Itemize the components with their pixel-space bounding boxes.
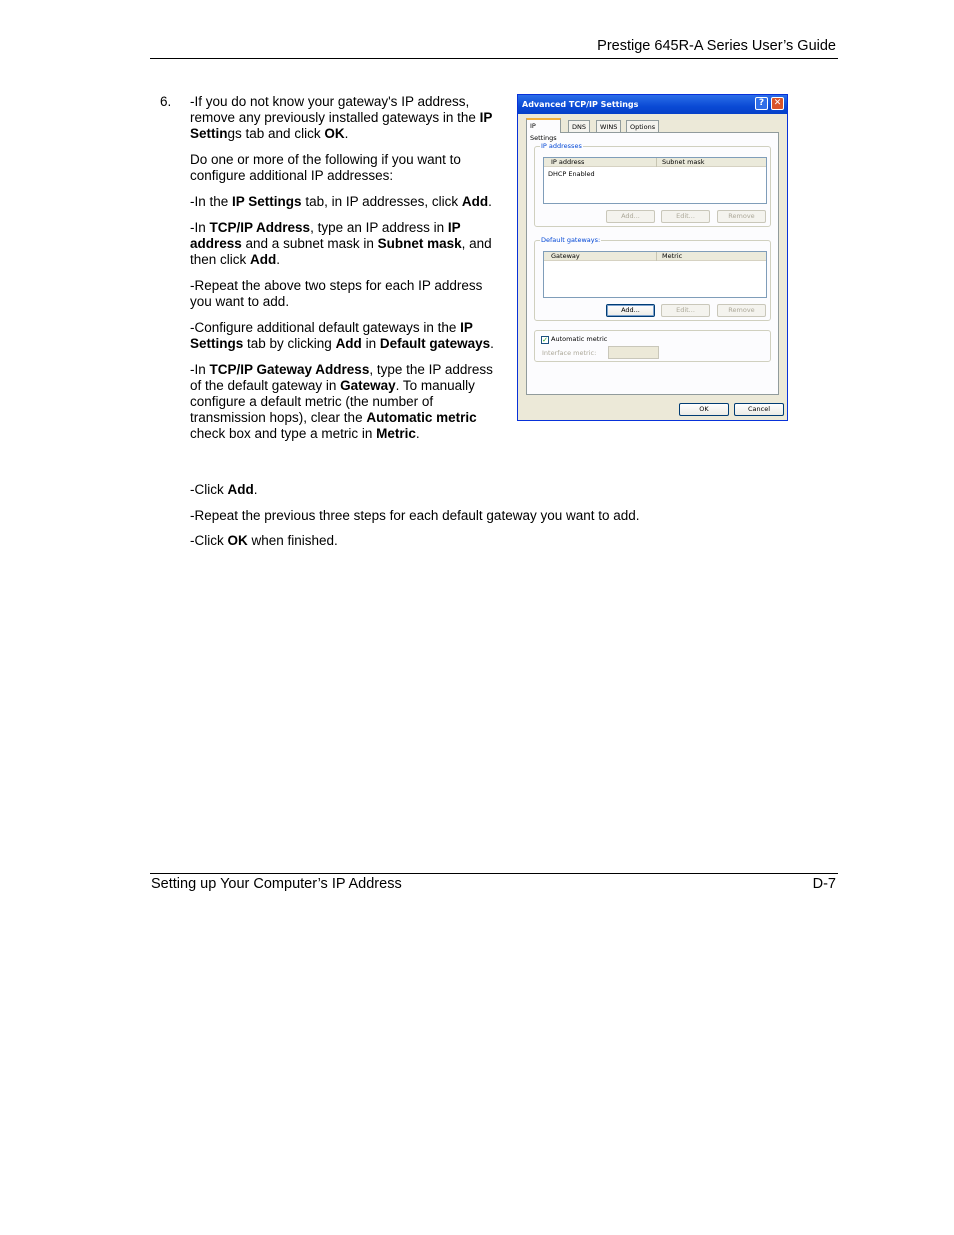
step-instructions [190,94,500,452]
ip-add-button[interactable]: Add... [606,210,655,223]
gateway-list[interactable] [543,251,767,298]
ip-remove-button[interactable]: Remove [717,210,766,223]
footer-section-title: Setting up Your Computer’s IP Address [151,876,402,892]
instruction-intro: Do one or more of the following if you want to configure additional IP addresses: [190,152,461,184]
cancel-button[interactable]: Cancel [734,403,784,416]
dialog-title-bar [518,95,787,114]
dialog-title: Advanced TCP/IP Settings [522,100,639,109]
instruction-repeat-gateways: -Repeat the previous three steps for each default gateway you want to add. [190,508,640,523]
gateway-remove-button[interactable]: Remove [717,304,766,317]
interface-metric-label: Interface metric: [542,349,597,357]
instruction-click-add: -Click Add. [190,482,258,497]
default-gateways-label: Default gateways: [541,236,601,244]
automatic-metric-label: Automatic metric [551,335,608,343]
advanced-tcpip-dialog [517,94,788,421]
column-gateway[interactable]: Gateway [551,252,580,260]
ip-addresses-label: IP addresses [541,142,582,150]
instruction-click-ok: -Click OK when finished. [190,533,338,548]
tab-options[interactable]: Options [626,120,659,132]
page-header [150,37,838,59]
metric-group [534,330,771,362]
close-icon[interactable]: ✕ [771,97,784,110]
instruction-configure-gateways: -Configure additional default gateways in the IP Settings tab by clicking Add in Default gateways. [190,319,494,351]
column-subnet-mask[interactable]: Subnet mask [656,158,705,167]
automatic-metric-checkbox[interactable]: ✓ [542,336,548,344]
gateway-add-button[interactable]: Add... [606,304,655,317]
column-metric[interactable]: Metric [656,252,682,261]
help-icon[interactable]: ? [755,97,768,110]
instruction-tcpip-address: -In TCP/IP Address, type an IP address in IP address and a subnet mask in Subnet mask, and then click Add. [190,219,492,268]
instruction-repeat-ip: -Repeat the above two steps for each IP address you want to add. [190,277,483,310]
tab-dns[interactable]: DNS [568,120,590,132]
interface-metric-input[interactable] [608,346,659,359]
instruction-gateway-address: -In TCP/IP Gateway Address, type the IP address of the default gateway in Gateway. To manually configure a default metric (the number of transmission hops), clear the Automatic metric check box and type a metric in Metric. [190,361,493,442]
tab-ip-settings[interactable]: IP Settings [526,118,561,133]
ok-button[interactable]: OK [679,403,729,416]
tab-wins[interactable]: WINS [596,120,621,132]
ip-settings-panel [526,132,779,395]
step-number: 6. [160,94,172,109]
gateway-list-header [544,252,766,261]
instruction-ip-settings-tab: -In the IP Settings tab, in IP addresses, click Add. [190,194,492,210]
page-number: D-7 [812,876,836,892]
instruction-remove-gateways: -If you do not know your gateway's IP address, remove any previously installed gateways in the IP Settings tab and click OK. [190,94,493,142]
page-footer [150,873,838,892]
ip-address-list[interactable] [543,157,767,204]
ip-addresses-group [534,142,771,227]
default-gateways-group [534,236,771,321]
gateway-edit-button[interactable]: Edit... [661,304,710,317]
ip-edit-button[interactable]: Edit... [661,210,710,223]
list-item[interactable]: DHCP Enabled [548,170,595,178]
guide-title: Prestige 645R-A Series User’s Guide [597,38,836,54]
column-ip-address[interactable]: IP address [551,158,585,166]
ip-list-header [544,158,766,167]
